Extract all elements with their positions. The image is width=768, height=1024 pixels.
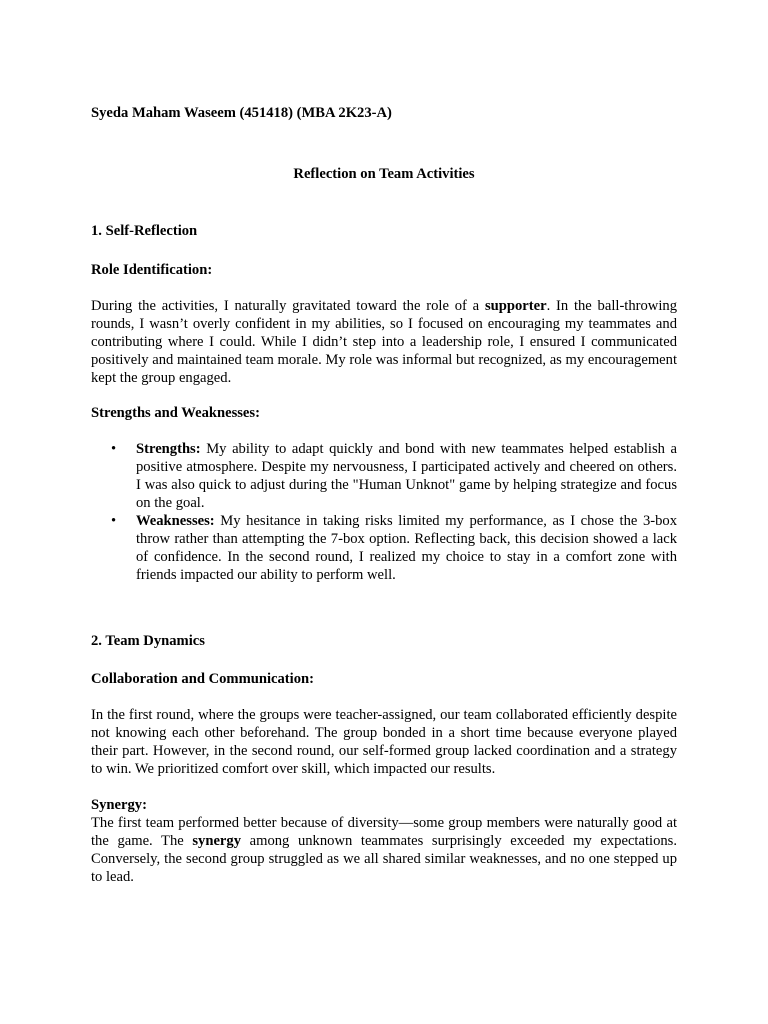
role-text-before: During the activities, I naturally gravitated toward the role of a: [91, 298, 485, 314]
list-item-weaknesses: [91, 512, 677, 584]
page-title: Reflection on Team Activities: [293, 166, 475, 182]
weaknesses-label: Weaknesses:: [136, 513, 215, 529]
subheading-synergy: Synergy:: [91, 797, 147, 813]
strengths-text: My ability to adapt quickly and bond with new teammates helped establish a positive atmosphere. Despite my nervousness, I participated actively and cheered on others. I was also quick to adjust during the "Human Unknot" game by helping strategize and focus on the goal.: [136, 441, 677, 511]
bullet-icon: •: [111, 513, 117, 529]
role-bold-word: supporter: [484, 298, 547, 314]
strengths-label: Strengths:: [136, 441, 201, 457]
section-heading-team-dynamics: 2. Team Dynamics: [91, 633, 205, 649]
role-text-after: . In the ball-throwing rounds, I wasn’t overly confident in my abilities, so I focused on encouraging my teammates and contributing where I could. While I didn’t step into a leadership role, I ensured I communicated positively and maintained team morale. My role was informal but recognized, as my encouragement kept the group engaged.: [91, 298, 677, 386]
paragraph-synergy: [91, 814, 677, 886]
strengths-weaknesses-list: [91, 440, 677, 584]
subheading-collaboration: Collaboration and Communication:: [91, 671, 314, 687]
section-heading-self-reflection: 1. Self-Reflection: [91, 223, 198, 239]
paragraph-role-identification: [91, 297, 677, 387]
synergy-text-after: among unknown teammates surprisingly exceeded my expectations. Conversely, the second group struggled as we all shared similar weaknesses, and no one stepped up to lead.: [91, 833, 677, 885]
subheading-role-identification: Role Identification:: [91, 262, 213, 278]
list-item-strengths: [91, 440, 677, 512]
subheading-strengths-weaknesses: Strengths and Weaknesses:: [91, 405, 260, 421]
synergy-text-before: The first team performed better because of diversity—some group members were naturally good at the game. The: [91, 815, 677, 849]
bullet-icon: •: [111, 441, 117, 457]
weaknesses-text: My hesitance in taking risks limited my performance, as I chose the 3-box throw rather than attempting the 7-box option. Reflecting back, this decision showed a lack of confidence. In the second round, I realized my choice to stay in a comfort zone with friends impacted our ability to perform well.: [136, 513, 677, 583]
paragraph-collaboration: In the first round, where the groups were teacher-assigned, our team collaborated efficiently despite not knowing each other beforehand. The group bonded in a short time because everyone played their part. However, in the second round, our self-formed group lacked coordination and a strategy to win. We prioritized comfort over skill, which impacted our results.: [91, 707, 677, 777]
author-line: Syeda Maham Waseem (451418) (MBA 2K23-A): [91, 105, 392, 121]
synergy-bold-word: synergy: [192, 833, 242, 849]
